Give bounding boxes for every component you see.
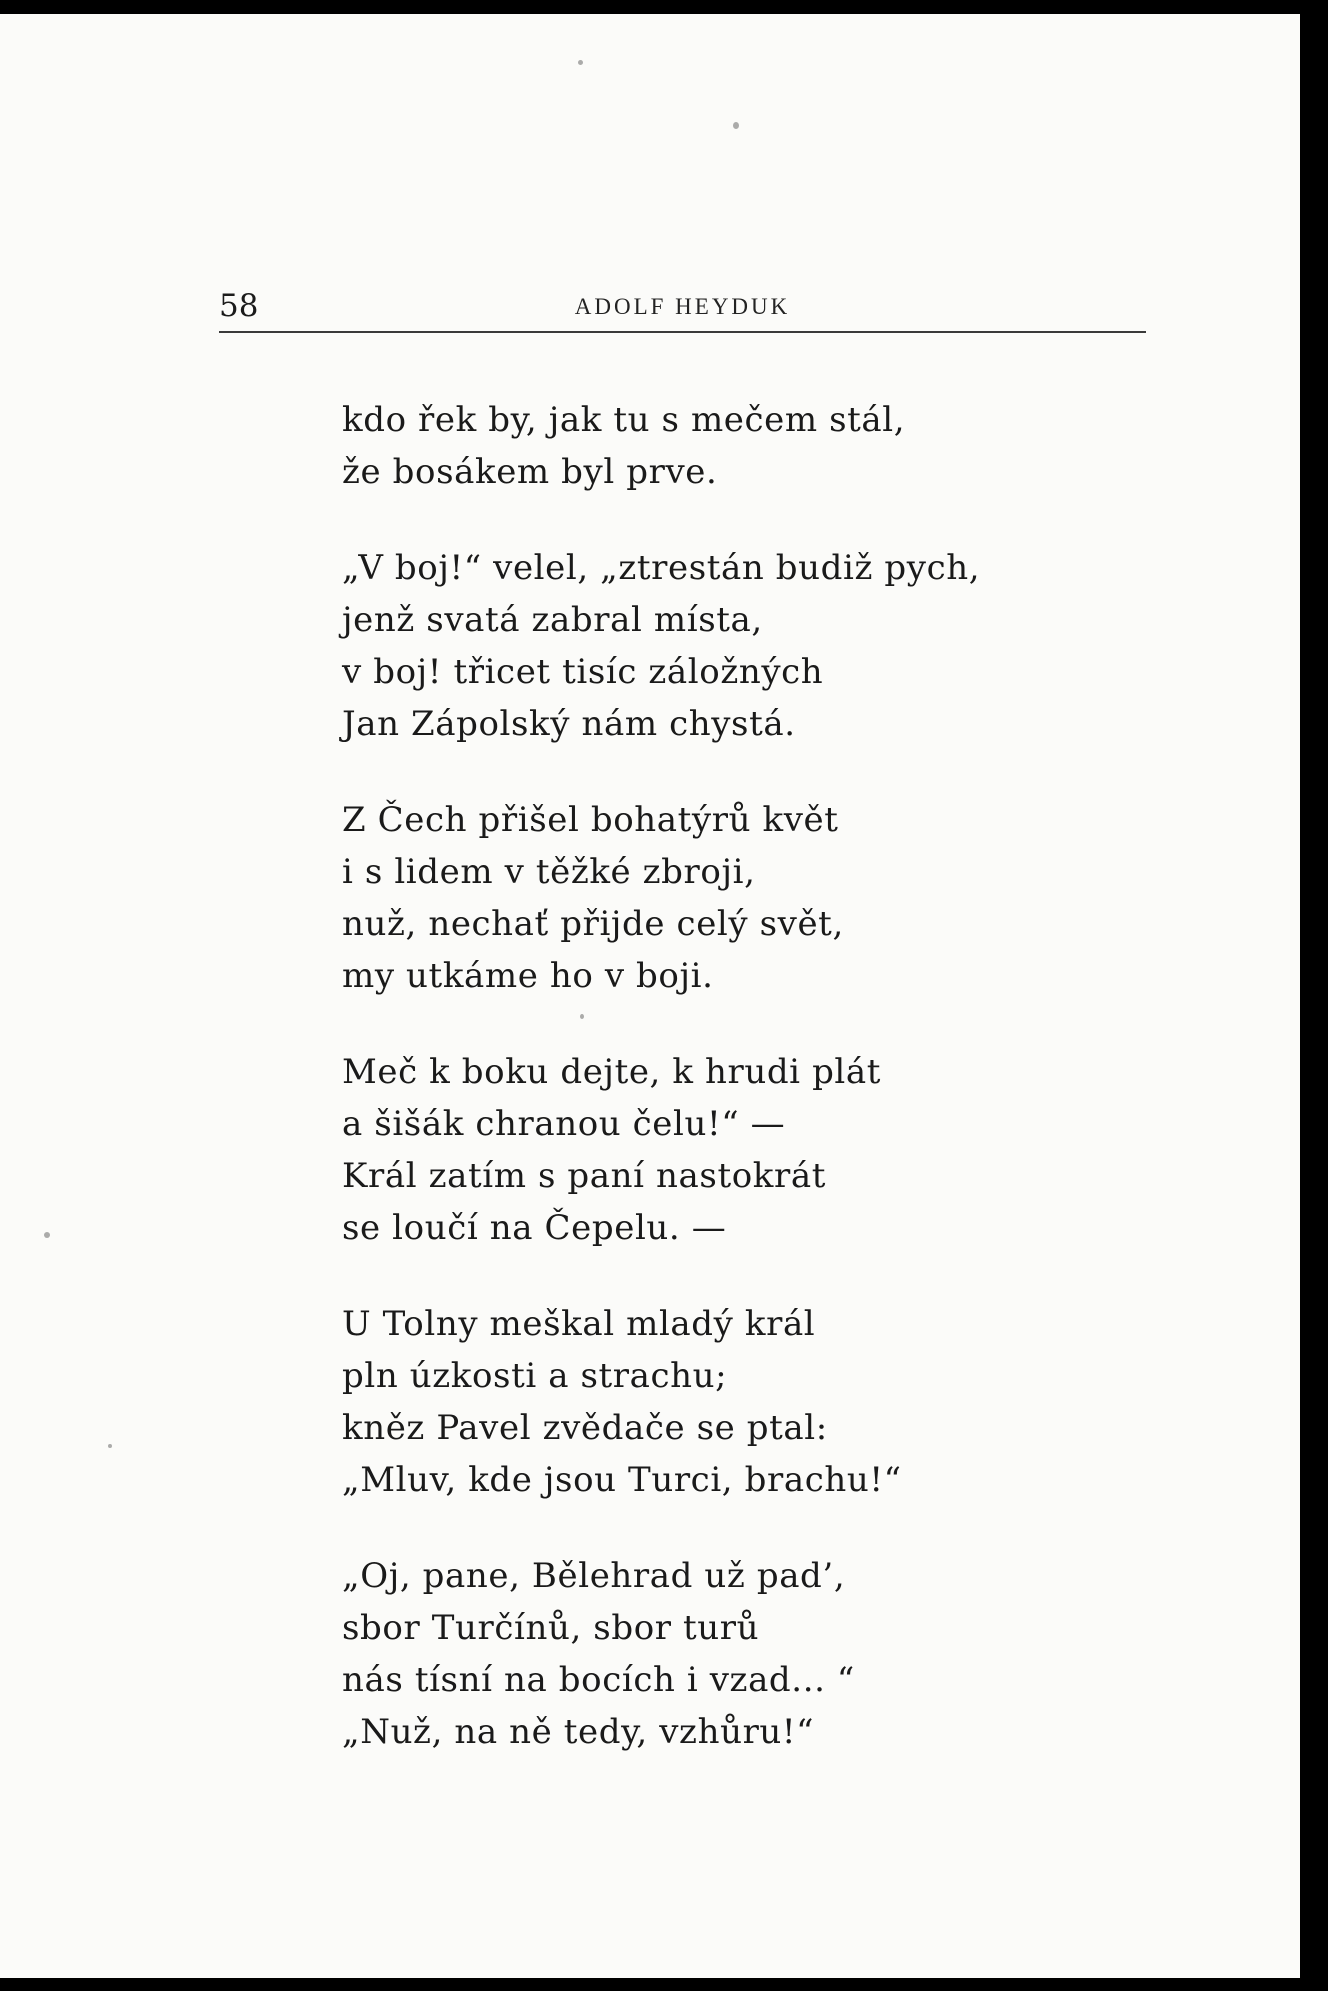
poem-line: kdo řek by, jak tu s mečem stál, <box>342 400 906 440</box>
poem-line: „Oj, pane, Bělehrad už pad’, <box>342 1556 846 1596</box>
paper-speck <box>44 1232 50 1238</box>
stanza <box>342 1550 1142 1758</box>
stanza <box>342 1298 1142 1506</box>
header-rule <box>219 331 1146 333</box>
poem-line: Meč k boku dejte, k hrudi plát <box>342 1052 882 1092</box>
poem-line: „Nuž, na ně tedy, vzhůru!“ <box>342 1712 815 1752</box>
poem-line: se loučí na Čepelu. — <box>342 1208 727 1248</box>
poem-line: kněz Pavel zvědače se ptal: <box>342 1408 828 1448</box>
page-header <box>219 276 1146 326</box>
poem-line: nás tísní na bocích i vzad... “ <box>342 1660 855 1700</box>
poem-line: sbor Turčínů, sbor turů <box>342 1608 760 1648</box>
poem-line: Z Čech přišel bohatýrů květ <box>342 800 839 840</box>
poem-line: pln úzkosti a strachu; <box>342 1356 728 1396</box>
stanza <box>342 542 1142 750</box>
poem-body <box>342 394 1142 1802</box>
poem-line: U Tolny meškal mladý král <box>342 1304 816 1344</box>
stanza <box>342 1046 1142 1254</box>
poem-line: my utkáme ho v boji. <box>342 956 714 996</box>
poem-line: že bosákem byl prve. <box>342 452 718 492</box>
stanza <box>342 394 1142 498</box>
poem-line: Jan Zápolský nám chystá. <box>342 704 796 744</box>
poem-line: „V boj!“ velel, „ztrestán budiž pych, <box>342 548 981 588</box>
paper-speck <box>108 1444 112 1448</box>
poem-line: Král zatím s paní nastokrát <box>342 1156 826 1196</box>
poem-line: i s lidem v těžké zbroji, <box>342 852 756 892</box>
paper-speck <box>578 60 583 65</box>
running-head: ADOLF HEYDUK <box>574 294 791 319</box>
poem-line: „Mluv, kde jsou Turci, brachu!“ <box>342 1460 902 1500</box>
poem-line: v boj! třicet tisíc záložných <box>342 652 824 692</box>
book-page <box>0 14 1300 1978</box>
poem-line: nuž, nechať přijde celý svět, <box>342 904 844 944</box>
paper-speck <box>733 122 739 129</box>
stanza <box>342 794 1142 1002</box>
page-number: 58 <box>219 288 259 324</box>
poem-line: jenž svatá zabral místa, <box>342 600 763 640</box>
poem-line: a šišák chranou čelu!“ — <box>342 1104 786 1144</box>
